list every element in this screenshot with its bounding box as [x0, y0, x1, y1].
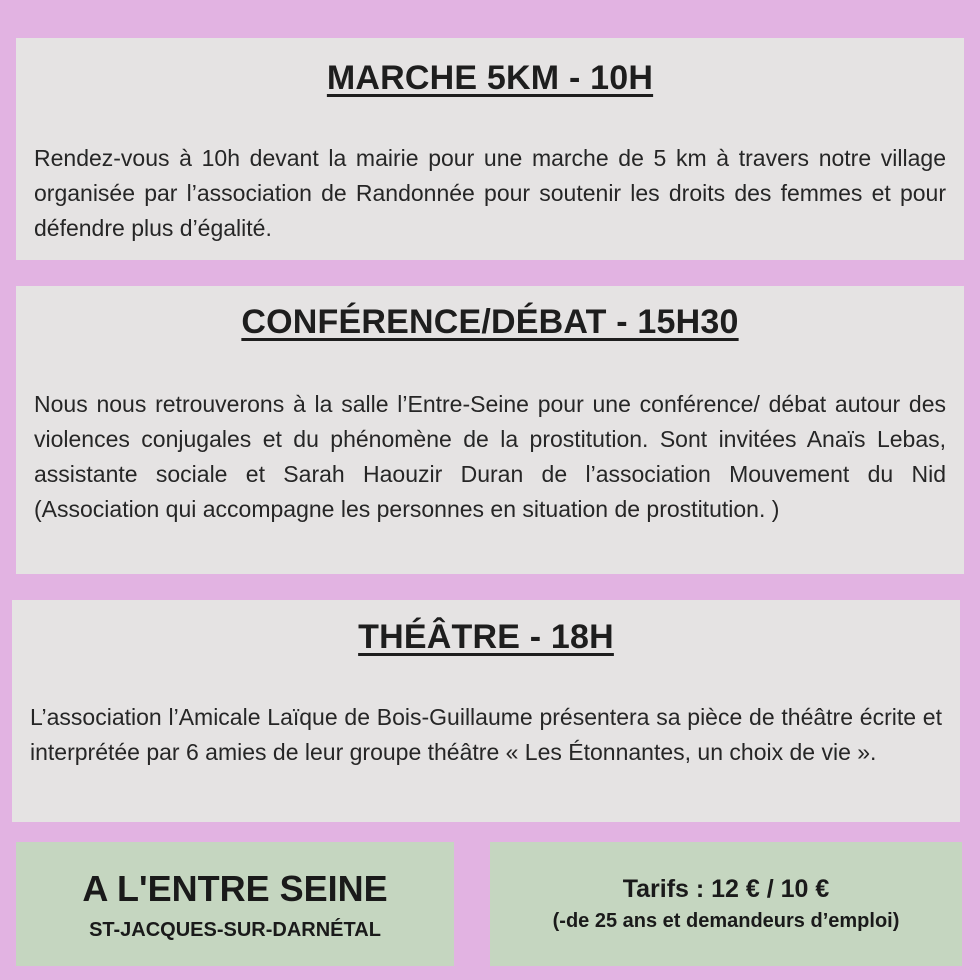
event-card-conference — [16, 286, 964, 574]
event-card-theatre — [12, 600, 960, 822]
venue-name: A L'ENTRE SEINE — [82, 868, 388, 909]
event-title-theatre: THÉÂTRE - 18H — [358, 618, 614, 656]
event-description-theatre: L’association l’Amicale Laïque de Bois-Guillaume présentera sa pièce de théâtre écrite et interprétée par 6 amies de leur groupe théâtre « Les Étonnantes, un choix de vie ». — [30, 704, 942, 765]
tarifs-box — [490, 842, 962, 966]
event-description-conference: Nous nous retrouverons à la salle l’Entre-Seine pour une conférence/ débat autour des violences conjugales et du phénomène de la prostitution. Sont invitées Anaïs Lebas, assistante sociale et Sarah Haouzir Duran de l’association Mouvement du Nid (Association qui accompagne les personnes en situation de prostitution. ) — [34, 391, 946, 522]
event-card-marche — [16, 38, 964, 260]
event-description-marche: Rendez-vous à 10h devant la mairie pour une marche de 5 km à travers notre village organisée par l’association de Randonnée pour soutenir les droits des femmes et pour défendre plus d’égalité. — [34, 145, 946, 241]
tarifs-note: (-de 25 ans et demandeurs d’emploi) — [552, 910, 900, 932]
venue-city: ST-JACQUES-SUR-DARNÉTAL — [89, 919, 381, 941]
event-title-conference: CONFÉRENCE/DÉBAT - 15H30 — [241, 303, 739, 341]
venue-box — [16, 842, 454, 966]
tarifs-price: Tarifs : 12 € / 10 € — [622, 875, 830, 903]
event-title-marche: MARCHE 5KM - 10H — [326, 59, 654, 97]
